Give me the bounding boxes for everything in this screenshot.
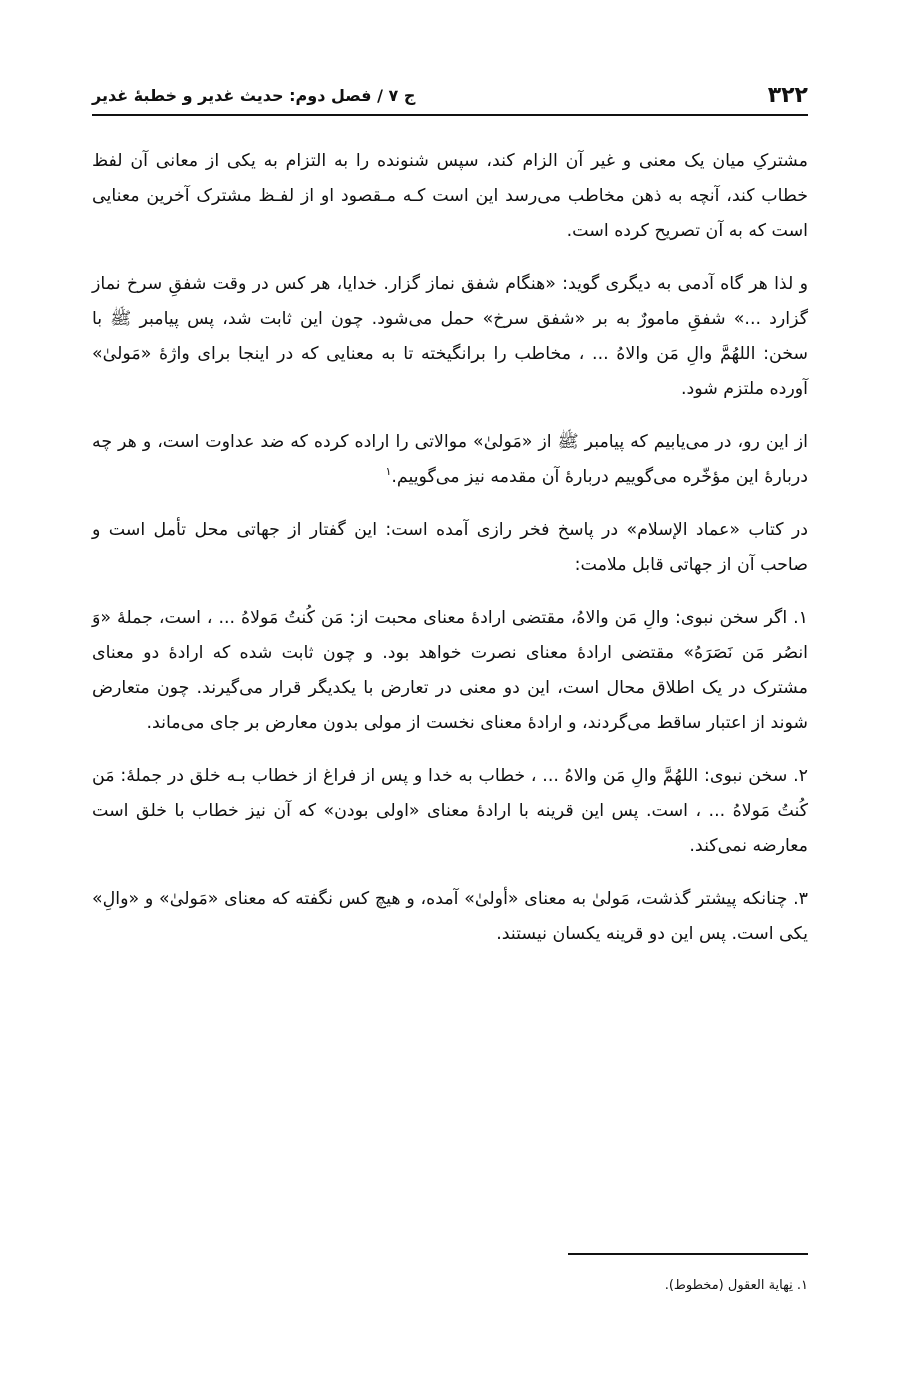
footnote: ۱. نِهایة العقول (مخطوط). (664, 1278, 808, 1293)
paragraph-3 (92, 425, 808, 495)
page-header (92, 70, 808, 116)
footnote-reference: ۱ (385, 465, 392, 479)
paragraph-5: ۱. اگر سخن نبوی: والِ مَن والاهُ، مقتضی ارادهٔ معنای محبت از: مَن کُنتُ مَولاهُ ... ، است، جملهٔ «وَ انصُر مَن نَصَرَهُ» مقتضی ارادهٔ معنای نصرت خواهد بود. و چون ثابت شده که ارادهٔ دو معنای مشترک در یک اطلاق محال است، این دو معنی در تعارض با یکدیگر قرار می‌گیرند. چون متعارض شوند از اعتبار ساقط می‌گردند، و ارادهٔ معنای نخست از مولی بدون معارض بر جای می‌ماند. (92, 608, 808, 733)
page-number: ۳۲۲ (767, 83, 808, 108)
paragraph-6: ۲. سخن نبوی: اللهُمَّ والِ مَن والاهُ ... ، خطاب به خدا و پس از فراغ از خطاب بـه خلق در جملهٔ: مَن کُنتُ مَولاهُ ... ، است. پس این قرینه با ارادهٔ معنای «اولی بودن» که آن نیز خطاب با خلق است معارضه نمی‌کند. (92, 766, 808, 856)
page-body (92, 144, 808, 952)
paragraph-7: ۳. چنانکه پیشتر گذشت، مَولیٰ به معنای «أولیٰ» آمده، و هیچ کس نگفته که معنای «مَولیٰ» و «والِ» یکی است. پس این دو قرینه یکسان نیستند. (92, 889, 808, 944)
paragraph-4: در کتاب «عماد الإسلام» در پاسخ فخر رازی آمده است: این گفتار از جهاتی محل تأمل است و صاحب آن از جهاتی قابل ملامت: (92, 520, 808, 575)
footnote-divider (568, 1253, 808, 1255)
paragraph-1: مشترکِ میان یک معنی و غیر آن الزام کند، سپس شنونده را به التزام به یکی از معانی آن لفظ خطاب کند، آنچه به ذهن مخاطب می‌رسد این است کـه مـقصود او از لفـظ مشترک آخرین معنایی است که به آن تصریح کرده است. (92, 151, 808, 241)
paragraph-3-text: از این رو، در می‌یابیم که پیامبر ﷺ از «مَولیٰ» موالاتی را اراده کرده که ضد عداوت است، و هر چه دربارهٔ این مؤخّره می‌گوییم دربارهٔ آن مقدمه نیز می‌گوییم. (92, 432, 808, 487)
paragraph-2: و لذا هر گاه آدمی به دیگری گوید: «هنگام شفق نماز گزار. خدایا، هر کس در وقت شفقِ سرخ نماز گزارد ...» شفقِ مامورٌ به بر «شفق سرخ» حمل می‌شود. چون این ثابت شد، پس پیامبر ﷺ با سخن: اللهُمَّ والِ مَن والاهُ ... ، مخاطب را برانگیخته تا به معنایی که در اینجا برای واژهٔ «مَولیٰ» آورده ملتزم شود. (92, 274, 808, 399)
book-page (92, 70, 808, 970)
running-title: ج ۷ / فصل دوم: حدیث غدیر و خطبهٔ غدیر (92, 86, 416, 105)
